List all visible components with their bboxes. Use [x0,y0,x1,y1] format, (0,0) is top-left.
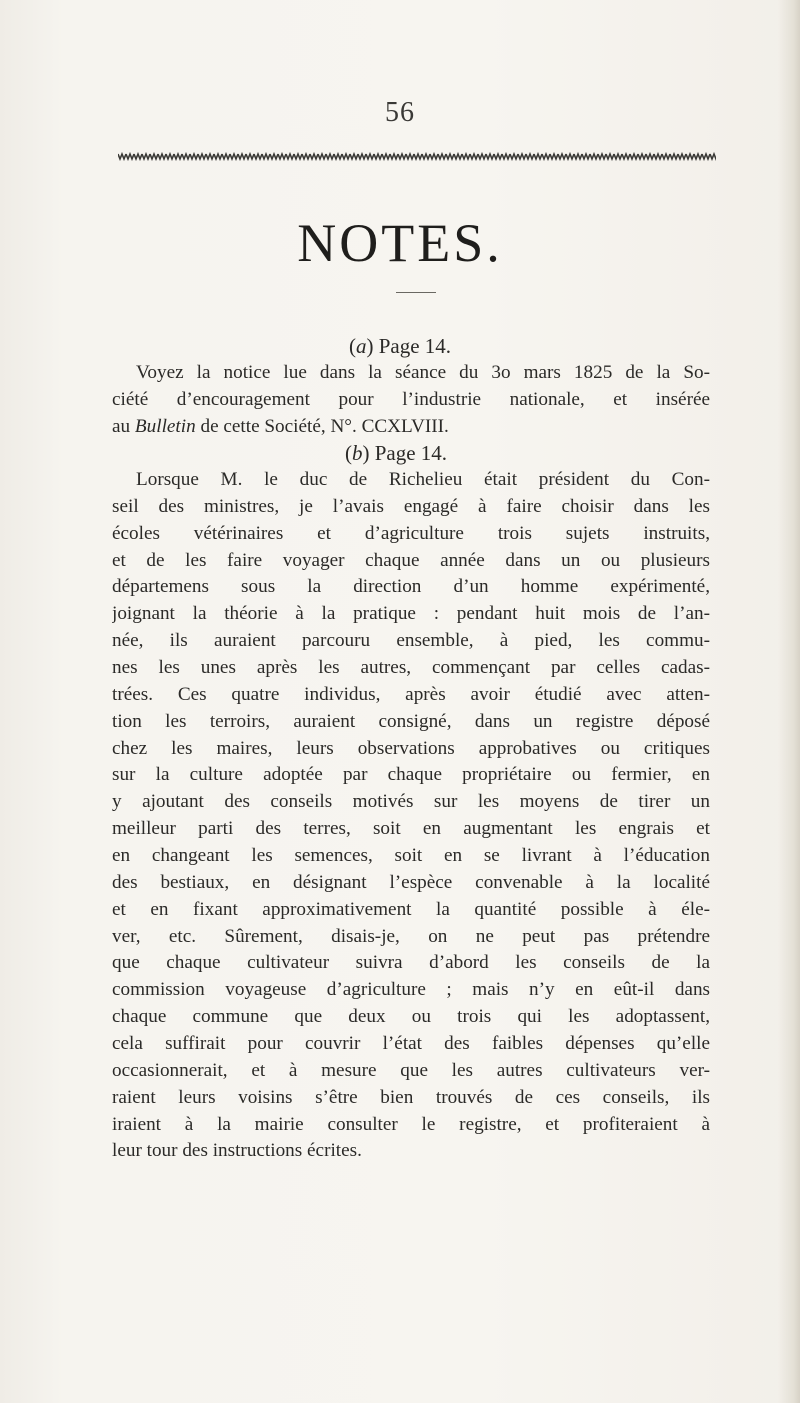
text-line: cela suffirait pour couvrir l’état des faibles dépenses qu’elle [112,1033,710,1055]
text-line: trées. Ces quatre individus, après avoir étudié avec atten- [112,683,710,705]
text-line: et de les faire voyager chaque année dans un ou plusieurs [112,549,710,571]
text-line: joignant la théorie à la pratique : pendant huit mois de l’an- [112,603,710,625]
note-b-heading: (b) Page 14. [344,441,448,465]
title-divider [396,292,436,293]
bulletin-title: Bulletin [134,415,196,437]
page-title: NOTES. [297,213,503,273]
text-line: Lorsque M. le duc de Richelieu était président du Con- [136,469,710,490]
text-line: ciété d’encouragement pour l’industrie nationale, et insérée [112,388,710,410]
text-line: tion les terroirs, auraient consigné, dans un registre déposé [112,710,710,732]
page-edge-shadow [778,0,800,1403]
note-b-paragraph [112,467,710,1165]
text-line: départemens sous la direction d’un homme expérimenté, [112,576,710,598]
text-line: seil des ministres, je l’avais engagé à faire choisir dans les [112,495,710,517]
text-line: sur la culture adoptée par chaque propriétaire ou fermier, en [112,764,710,786]
text-line: née, ils auraient parcouru ensemble, à pied, les commu- [112,630,710,652]
text-line: chez les maires, leurs observations approbatives ou critiques [112,737,710,759]
text-line: chaque commune que deux ou trois qui les adoptassent, [112,1006,710,1028]
text-line: que chaque cultivateur suivra d’abord les conseils de la [112,952,710,974]
text-line: Voyez la notice lue dans la séance du 3o mars 1825 de la So- [136,362,710,383]
text-line: nes les unes après les autres, commençant par celles cadas- [112,657,710,679]
text-line: meilleur parti des terres, soit en augmentant les engrais et [112,818,710,840]
text-line: y ajoutant des conseils motivés sur les moyens de tirer un [112,791,710,813]
text-line: et en fixant approximativement la quantité possible à éle- [112,898,710,920]
note-a-paragraph [112,360,710,441]
text-line: écoles vétérinaires et d’agriculture trois sujets instruits, [112,522,710,544]
text-line: au Bulletin de cette Société, N°. CCXLVIII. [112,415,449,437]
note-a-heading: (a) Page 14. [348,334,452,358]
page-number: 56 [385,97,415,128]
decorative-ornament-rule [118,150,716,164]
text-line: raient leurs voisins s’être bien trouvés de ces conseils, ils [112,1086,710,1108]
text-line: occasionnerait, et à mesure que les autres cultivateurs ver- [112,1059,710,1081]
text-line: ver, etc. Sûrement, disais-je, on ne peut pas prétendre [112,925,710,947]
text-line: commission voyageuse d’agriculture ; mais n’y en eût-il dans [112,979,710,1001]
text-line: iraient à la mairie consulter le registre, et profiteraient à [112,1113,710,1135]
text-line: en changeant les semences, soit en se livrant à l’éducation [112,845,710,867]
text-line: des bestiaux, en désignant l’espèce convenable à la localité [112,871,710,893]
text-line: leur tour des instructions écrites. [112,1140,362,1162]
